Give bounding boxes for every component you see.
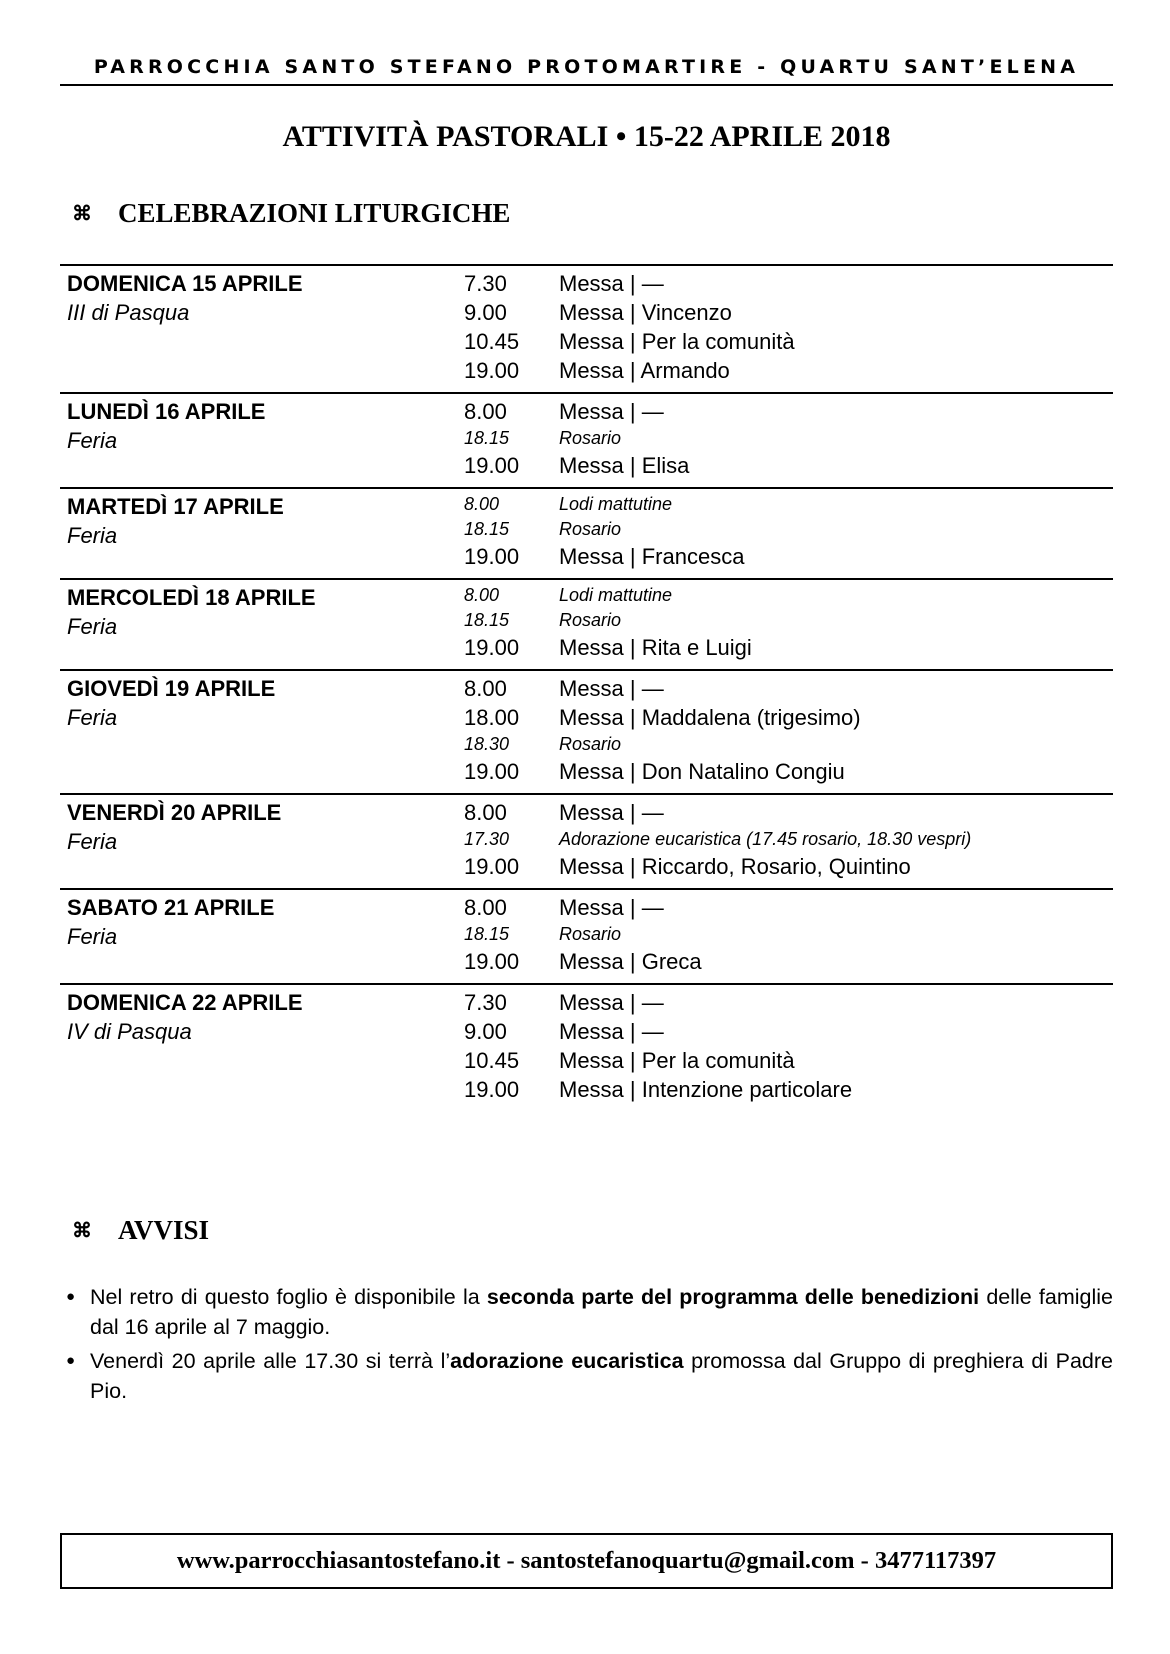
entry-time: 19.00 bbox=[464, 854, 520, 879]
schedule-entry bbox=[464, 757, 1113, 786]
entry-description: Messa | — bbox=[559, 800, 664, 825]
notice-text-part: Venerdì 20 aprile alle 17.30 si terrà l’ bbox=[90, 1349, 451, 1373]
entry-time: 9.00 bbox=[464, 300, 507, 325]
bullet-icon: ● bbox=[66, 1288, 76, 1305]
liturgical-schedule bbox=[60, 264, 1113, 1111]
entry-description: Messa | Per la comunità bbox=[559, 329, 795, 354]
day-info bbox=[60, 798, 464, 881]
notice-item bbox=[66, 1346, 1113, 1406]
entry-time: 10.45 bbox=[464, 1048, 520, 1073]
schedule-entry bbox=[464, 732, 1113, 757]
day-entries bbox=[464, 674, 1113, 786]
parish-header: PARROCCHIA SANTO STEFANO PROTOMARTIRE - QUARTU SANT’ELENA bbox=[93, 56, 1080, 78]
day-info bbox=[60, 988, 464, 1104]
schedule-entry bbox=[464, 1075, 1113, 1104]
schedule-entry bbox=[464, 852, 1113, 881]
schedule-entry bbox=[464, 827, 1113, 852]
schedule-entry bbox=[464, 542, 1113, 571]
schedule-entry bbox=[464, 583, 1113, 608]
schedule-entry bbox=[464, 674, 1113, 703]
notice-highlight: adorazione eucaristica bbox=[450, 1349, 684, 1373]
day-block bbox=[60, 578, 1113, 669]
entry-time: 19.00 bbox=[464, 453, 520, 478]
entry-time: 8.00 bbox=[464, 895, 507, 920]
day-info bbox=[60, 492, 464, 571]
notice-text-part: delle famiglie dal 16 aprile al 7 maggio. bbox=[90, 1285, 1114, 1339]
entry-description: Messa | — bbox=[559, 271, 664, 296]
entry-description: Messa | Elisa bbox=[559, 453, 690, 478]
schedule-entry bbox=[464, 633, 1113, 662]
entry-time: 18.15 bbox=[464, 924, 510, 944]
day-entries bbox=[464, 269, 1113, 385]
entry-time: 18.00 bbox=[464, 705, 520, 730]
page-title: ATTIVITÀ PASTORALI • 15-22 APRILE 2018 bbox=[282, 120, 891, 153]
entry-time: 19.00 bbox=[464, 759, 520, 784]
schedule-entry bbox=[464, 397, 1113, 426]
day-entries bbox=[464, 798, 1113, 881]
star-bullet-icon: ⌘ bbox=[72, 202, 92, 225]
day-name: DOMENICA 22 APRILE bbox=[67, 990, 303, 1015]
day-entries bbox=[464, 893, 1113, 976]
entry-description: Messa | — bbox=[559, 399, 664, 424]
liturgical-day: Feria bbox=[67, 614, 118, 639]
day-entries bbox=[464, 988, 1113, 1104]
entry-time: 19.00 bbox=[464, 544, 520, 569]
liturgical-day: III di Pasqua bbox=[67, 300, 190, 325]
schedule-entry bbox=[464, 988, 1113, 1017]
schedule-entry bbox=[464, 356, 1113, 385]
entry-time: 19.00 bbox=[464, 635, 520, 660]
day-name: MARTEDÌ 17 APRILE bbox=[67, 494, 284, 519]
day-name: GIOVEDÌ 19 APRILE bbox=[67, 676, 276, 701]
section-avvisi-title: AVVISI bbox=[118, 1215, 210, 1245]
entry-description: Messa | Don Natalino Congiu bbox=[559, 759, 845, 784]
entry-time: 19.00 bbox=[464, 1077, 520, 1102]
schedule-entry bbox=[464, 1046, 1113, 1075]
day-name: DOMENICA 15 APRILE bbox=[67, 271, 303, 296]
entry-time: 7.30 bbox=[464, 271, 507, 296]
entry-description: Messa | Intenzione particolare bbox=[559, 1077, 853, 1102]
notice-text-part: Nel retro di questo foglio è disponibile la bbox=[90, 1285, 487, 1309]
contact-footer: www.parrocchiasantostefano.it - santostefanoquartu@gmail.com - 3477117397 bbox=[60, 1533, 1113, 1589]
entry-description: Messa | Rita e Luigi bbox=[559, 635, 752, 660]
day-info bbox=[60, 893, 464, 976]
entry-description: Messa | Maddalena (trigesimo) bbox=[559, 705, 861, 730]
liturgical-day: Feria bbox=[67, 829, 118, 854]
section-celebrazioni-heading bbox=[72, 198, 510, 229]
entry-time: 18.30 bbox=[464, 734, 510, 754]
schedule-entry bbox=[464, 426, 1113, 451]
entry-description: Messa | Armando bbox=[559, 358, 730, 383]
header-rule bbox=[60, 84, 1113, 86]
notice-text bbox=[90, 1282, 1113, 1342]
entry-description: Messa | Vincenzo bbox=[559, 300, 732, 325]
day-entries bbox=[464, 397, 1113, 480]
liturgical-day: IV di Pasqua bbox=[67, 1019, 192, 1044]
liturgical-day: Feria bbox=[67, 924, 118, 949]
section-celebrazioni-title: CELEBRAZIONI LITURGICHE bbox=[118, 198, 511, 228]
entry-description: Messa | — bbox=[559, 1019, 664, 1044]
entry-description: Rosario bbox=[559, 428, 622, 448]
entry-description: Messa | Per la comunità bbox=[559, 1048, 795, 1073]
notice-highlight: seconda parte del programma delle benedizioni bbox=[486, 1285, 980, 1309]
entry-description: Lodi mattutine bbox=[559, 585, 673, 605]
notice-item bbox=[66, 1282, 1113, 1342]
entry-time: 8.00 bbox=[464, 494, 500, 514]
entry-time: 8.00 bbox=[464, 399, 507, 424]
bullet-icon: ● bbox=[66, 1352, 76, 1369]
entry-time: 8.00 bbox=[464, 676, 507, 701]
entry-description: Rosario bbox=[559, 519, 622, 539]
entry-time: 8.00 bbox=[464, 800, 507, 825]
entry-time: 18.15 bbox=[464, 428, 510, 448]
day-info bbox=[60, 674, 464, 786]
day-name: VENERDÌ 20 APRILE bbox=[67, 800, 282, 825]
day-name: SABATO 21 APRILE bbox=[67, 895, 275, 920]
entry-description: Messa | Greca bbox=[559, 949, 702, 974]
day-block bbox=[60, 487, 1113, 578]
entry-time: 18.15 bbox=[464, 610, 510, 630]
entry-time: 9.00 bbox=[464, 1019, 507, 1044]
day-name: LUNEDÌ 16 APRILE bbox=[67, 399, 266, 424]
schedule-entry bbox=[464, 922, 1113, 947]
day-block bbox=[60, 669, 1113, 793]
notice-text-part: promossa dal Gruppo di preghiera di Padre Pio. bbox=[90, 1349, 1113, 1403]
entry-description: Messa | Francesca bbox=[559, 544, 745, 569]
entry-description: Rosario bbox=[559, 924, 622, 944]
schedule-entry bbox=[464, 298, 1113, 327]
notices-list bbox=[66, 1282, 1113, 1410]
section-avvisi-heading bbox=[72, 1215, 209, 1246]
day-block bbox=[60, 793, 1113, 888]
entry-description: Messa | Riccardo, Rosario, Quintino bbox=[559, 854, 911, 879]
day-name: MERCOLEDÌ 18 APRILE bbox=[67, 585, 316, 610]
schedule-entry bbox=[464, 269, 1113, 298]
day-info bbox=[60, 583, 464, 662]
entry-description: Adorazione eucaristica (17.45 rosario, 18.30 vespri) bbox=[559, 829, 972, 849]
entry-description: Messa | — bbox=[559, 676, 664, 701]
star-bullet-icon: ⌘ bbox=[72, 1219, 92, 1242]
entry-time: 7.30 bbox=[464, 990, 507, 1015]
schedule-entry bbox=[464, 947, 1113, 976]
liturgical-day: Feria bbox=[67, 705, 118, 730]
day-entries bbox=[464, 492, 1113, 571]
schedule-entry bbox=[464, 703, 1113, 732]
schedule-entry bbox=[464, 798, 1113, 827]
day-block bbox=[60, 392, 1113, 487]
schedule-entry bbox=[464, 608, 1113, 633]
schedule-entry bbox=[464, 1017, 1113, 1046]
entry-description: Rosario bbox=[559, 734, 622, 754]
entry-time: 19.00 bbox=[464, 949, 520, 974]
day-info bbox=[60, 269, 464, 385]
day-entries bbox=[464, 583, 1113, 662]
liturgical-day: Feria bbox=[67, 523, 118, 548]
entry-time: 8.00 bbox=[464, 585, 500, 605]
entry-time: 18.15 bbox=[464, 519, 510, 539]
schedule-entry bbox=[464, 492, 1113, 517]
notice-text bbox=[90, 1346, 1113, 1406]
day-info bbox=[60, 397, 464, 480]
day-block bbox=[60, 264, 1113, 392]
liturgical-day: Feria bbox=[67, 428, 118, 453]
entry-time: 19.00 bbox=[464, 358, 520, 383]
entry-description: Messa | — bbox=[559, 895, 664, 920]
entry-time: 17.30 bbox=[464, 829, 510, 849]
entry-description: Messa | — bbox=[559, 990, 664, 1015]
day-block bbox=[60, 983, 1113, 1111]
entry-description: Rosario bbox=[559, 610, 622, 630]
schedule-entry bbox=[464, 893, 1113, 922]
day-block bbox=[60, 888, 1113, 983]
schedule-entry bbox=[464, 327, 1113, 356]
entry-time: 10.45 bbox=[464, 329, 520, 354]
entry-description: Lodi mattutine bbox=[559, 494, 673, 514]
schedule-entry bbox=[464, 451, 1113, 480]
schedule-entry bbox=[464, 517, 1113, 542]
